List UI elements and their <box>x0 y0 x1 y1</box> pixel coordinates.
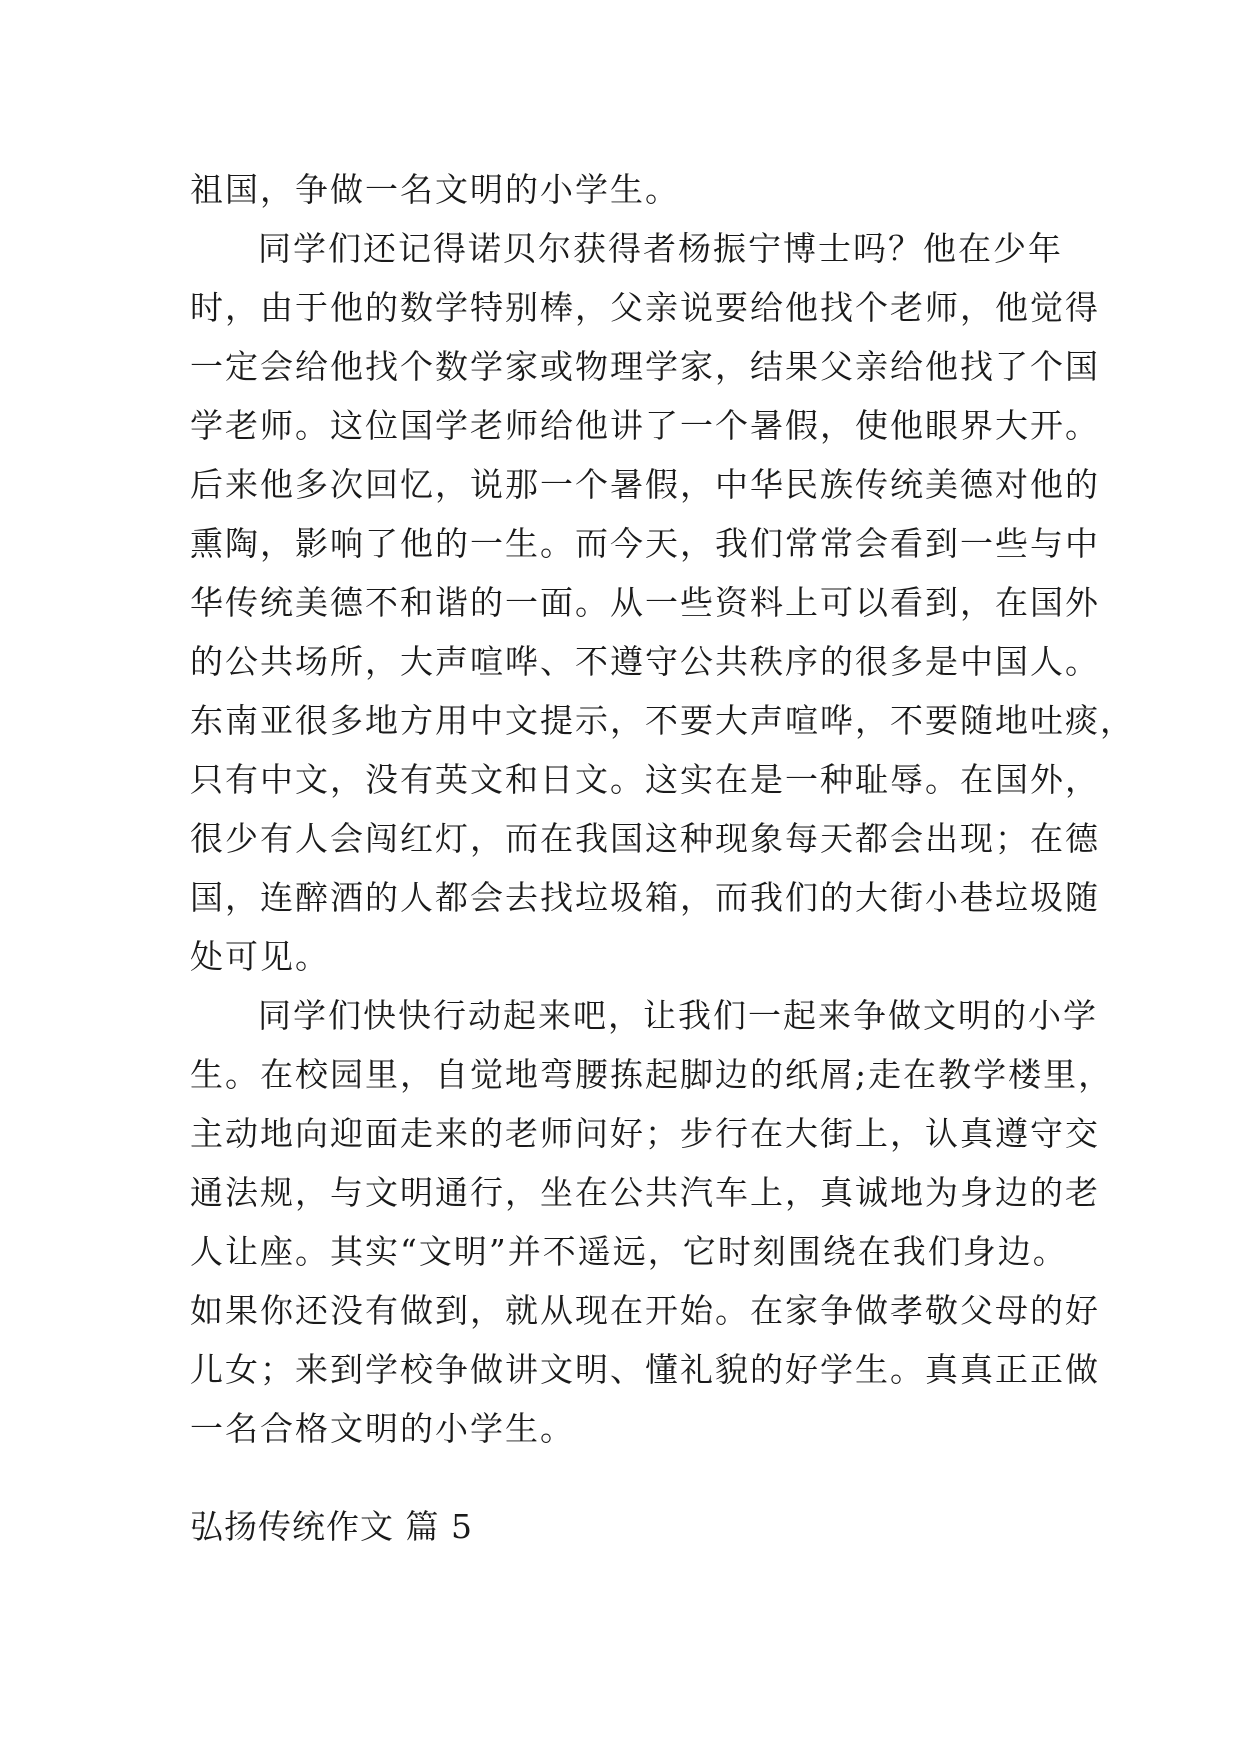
text-line: 生。在校园里，自觉地弯腰拣起脚边的纸屑;走在教学楼里， <box>190 1055 1114 1094</box>
document-body <box>190 160 1135 1458</box>
text-line: 处可见。 <box>190 937 330 976</box>
paragraph <box>190 986 1114 1458</box>
text-line: 通法规，与文明通行，坐在公共汽车上，真诚地为身边的老 <box>190 1173 1100 1212</box>
text-line: 儿女；来到学校争做讲文明、懂礼貌的好学生。真真正正做 <box>190 1350 1100 1389</box>
paragraph <box>190 219 1135 986</box>
section-heading: 弘扬传统作文 篇 5 <box>190 1507 473 1546</box>
text-line: 的公共场所，大声喧哗、不遵守公共秩序的很多是中国人。 <box>190 642 1100 681</box>
text-line: 同学们还记得诺贝尔获得者杨振宁博士吗？他在少年 <box>258 229 1063 268</box>
text-line: 一名合格文明的小学生。 <box>190 1409 575 1448</box>
text-line: 只有中文，没有英文和日文。这实在是一种耻辱。在国外， <box>190 760 1100 799</box>
text-line: 华传统美德不和谐的一面。从一些资料上可以看到，在国外 <box>190 583 1100 622</box>
text-line: 熏陶，影响了他的一生。而今天，我们常常会看到一些与中 <box>190 524 1100 563</box>
text-line: 同学们快快行动起来吧，让我们一起来争做文明的小学 <box>258 996 1098 1035</box>
text-line: 国，连醉酒的人都会去找垃圾箱，而我们的大街小巷垃圾随 <box>190 878 1100 917</box>
text-line: 主动地向迎面走来的老师问好；步行在大街上，认真遵守交 <box>190 1114 1100 1153</box>
text-line: 一定会给他找个数学家或物理学家，结果父亲给他找了个国 <box>190 347 1100 386</box>
text-line: 很少有人会闯红灯，而在我国这种现象每天都会出现；在德 <box>190 819 1100 858</box>
text-line: 东南亚很多地方用中文提示，不要大声喧哗，不要随地吐痰， <box>190 701 1135 740</box>
paragraph <box>190 160 1070 219</box>
text-line: 如果你还没有做到，就从现在开始。在家争做孝敬父母的好 <box>190 1291 1100 1330</box>
text-line: 学老师。这位国学老师给他讲了一个暑假，使他眼界大开。 <box>190 406 1100 445</box>
text-line: 人让座。其实“文明”并不遥远，它时刻围绕在我们身边。 <box>190 1232 1068 1271</box>
text-line: 时，由于他的数学特别棒，父亲说要给他找个老师，他觉得 <box>190 288 1100 327</box>
text-line: 祖国，争做一名文明的小学生。 <box>190 170 680 209</box>
text-line: 后来他多次回忆，说那一个暑假，中华民族传统美德对他的 <box>190 465 1100 504</box>
